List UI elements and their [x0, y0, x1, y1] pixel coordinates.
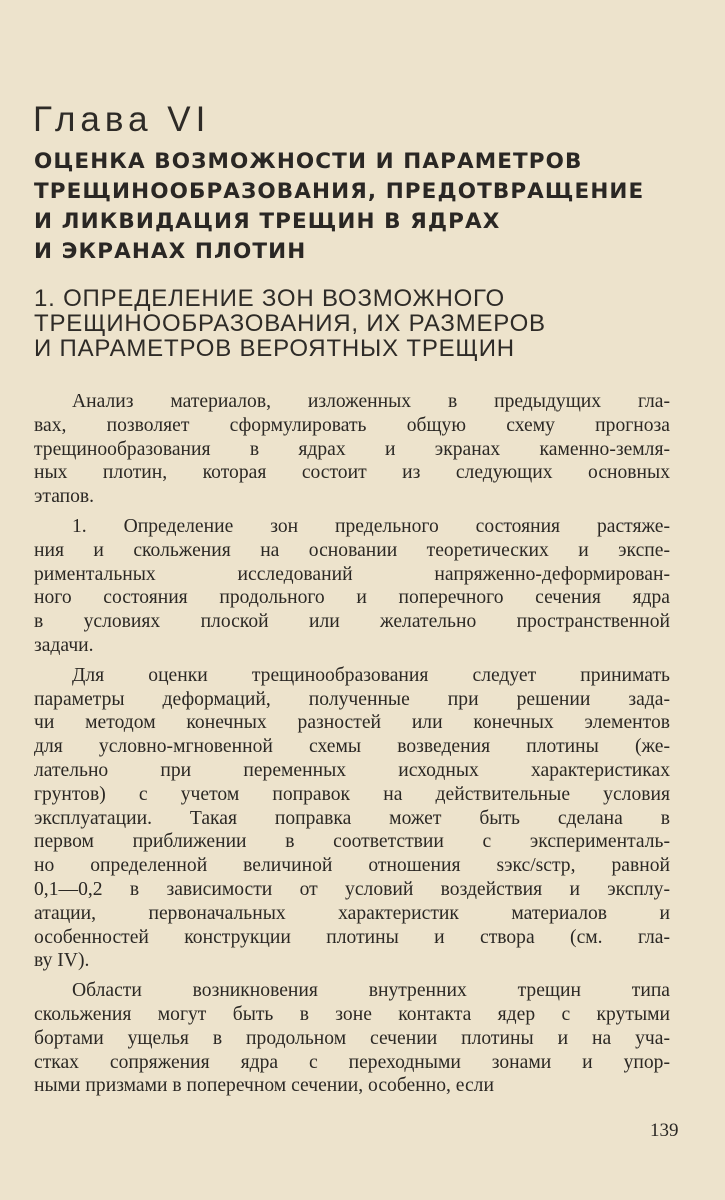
chapter-title-line: ОЦЕНКА ВОЗМОЖНОСТИ И ПАРАМЕТРОВ — [34, 149, 583, 174]
text-line: стках сопряжения ядра с переходными зонами и упор- — [34, 1051, 670, 1073]
section-title-line: ТРЕЩИНООБРАЗОВАНИЯ, ИХ РАЗМЕРОВ — [34, 310, 546, 337]
chapter-title — [34, 147, 644, 267]
text-line: в условиях плоской или желательно пространственной — [34, 611, 670, 633]
text-line: чи методом конечных разностей или конечных элементов — [34, 712, 670, 734]
text-line: особенностей конструкции плотины и створа (см. гла- — [34, 926, 670, 948]
section-title-line: 1. ОПРЕДЕЛЕНИЕ ЗОН ВОЗМОЖНОГО — [34, 285, 505, 312]
text-line: атации, первоначальных характеристик материалов и — [34, 902, 670, 924]
text-line: 1. Определение зон предельного состояния растяже- — [72, 515, 670, 537]
text-line: для условно-мгновенной схемы возведения плотины (же- — [34, 736, 670, 758]
text-line: Для оценки трещинообразования следует принимать — [72, 664, 670, 686]
text-line: ных плотин, которая состоит из следующих основных — [34, 462, 670, 484]
chapter-title-line: И ЭКРАНАХ ПЛОТИН — [34, 239, 307, 264]
chapter-label: Глава VI — [33, 100, 211, 139]
text-line: трещинообразования в ядрах и экранах каменно-земля- — [34, 438, 670, 460]
text-line: этапов. — [34, 486, 95, 508]
text-line: Анализ материалов, изложенных в предыдущих гла- — [72, 391, 670, 412]
text-line: ния и скольжения на основании теоретических и экспе- — [34, 539, 670, 561]
text-line: эксплуатации. Такая поправка может быть сделана в — [34, 807, 670, 829]
chapter-title-line: ТРЕЩИНООБРАЗОВАНИЯ, ПРЕДОТВРАЩЕНИЕ — [34, 179, 645, 204]
text-line: бортами ущелья в продольном сечении плотины и на уча- — [34, 1027, 670, 1049]
text-line: первом приближении в соответствии с эксперименталь- — [34, 831, 670, 853]
text-line: лательно при переменных исходных характеристиках — [34, 759, 670, 781]
paragraph — [34, 664, 670, 973]
section-title — [34, 286, 546, 361]
body-text — [34, 390, 670, 1104]
text-line: ного состояния продольного и поперечного сечения ядра — [34, 587, 670, 609]
text-line: Области возникновения внутренних трещин типа — [72, 980, 670, 1002]
text-line: ными призмами в поперечном сечении, особенно, если — [34, 1075, 494, 1097]
paragraph — [34, 979, 670, 1098]
text-line: но определенной величиной отношения sэкс/sстр, равной — [34, 855, 670, 877]
text-line: ву IV). — [34, 950, 90, 972]
text-line: скольжения могут быть в зоне контакта ядер с крутыми — [34, 1003, 670, 1025]
page-number: 139 — [650, 1120, 679, 1141]
paragraph — [34, 390, 670, 509]
chapter-title-line: И ЛИКВИДАЦИЯ ТРЕЩИН В ЯДРАХ — [34, 209, 501, 234]
text-line: параметры деформаций, полученные при решении зада- — [34, 688, 670, 710]
text-line: вах, позволяет сформулировать общую схему прогноза — [34, 414, 670, 436]
text-line: 0,1—0,2 в зависимости от условий воздействия и эксплу- — [34, 878, 670, 900]
paragraph — [34, 515, 670, 658]
text-line: задачи. — [34, 634, 94, 656]
section-title-line: И ПАРАМЕТРОВ ВЕРОЯТНЫХ ТРЕЩИН — [34, 335, 515, 362]
text-line: риментальных исследований напряженно-деформирован- — [34, 563, 670, 585]
text-line: грунтов) с учетом поправок на действительные условия — [34, 783, 670, 805]
